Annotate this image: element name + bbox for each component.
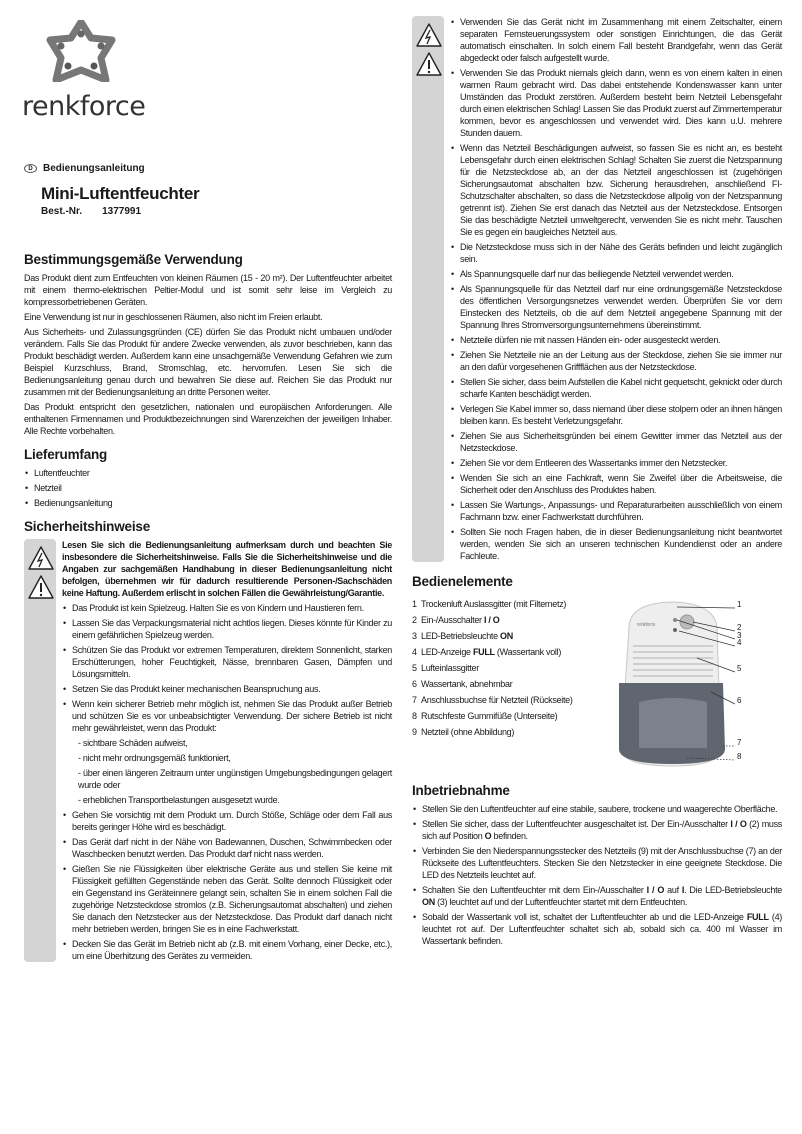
safety-item-text: Lassen Sie Wartungs-, Anpassungs- und Reparaturarbeiten ausschließlich von einem Fachmann bzw. einer Fachwerkstatt durchführen. xyxy=(460,500,782,522)
left-column xyxy=(24,244,392,965)
startup-step xyxy=(412,818,782,842)
safety-item-text: Stellen Sie sicher, dass beim Aufstellen die Kabel nicht gequetscht, geknickt oder durch scharfe Kanten beschädigt werden. xyxy=(460,377,782,399)
control-label xyxy=(421,694,573,706)
warning-icon xyxy=(415,51,443,80)
callout-number: 5 xyxy=(737,664,742,673)
safety-sublist xyxy=(72,737,392,806)
safety-item-text: Ziehen Sie vor dem Entleeren des Wassertanks immer den Netzstecker. xyxy=(460,458,728,468)
electric-hazard-icon xyxy=(27,545,55,574)
callout-number: 3 xyxy=(737,631,742,640)
control-label xyxy=(421,726,514,738)
text-segment: Sobald der Wassertank voll ist, schaltet der Luftentfeuchter ab und die LED-Anzeige xyxy=(422,912,747,922)
text-segment: Schalten Sie den Luftentfeuchter mit dem Ein-/Ausschalter xyxy=(422,885,647,895)
scope-heading: Lieferumfang xyxy=(24,447,108,462)
controls-section xyxy=(412,598,782,773)
text-segment: (2) muss sich auf Position xyxy=(422,819,782,841)
safety-item xyxy=(450,241,782,265)
intended-use-paragraph: Aus Sicherheits- und Zulassungsgründen (CE) dürfen Sie das Produkt nicht umbauen und/oder verändern. Falls Sie das Produkt für andere Zwecke verwenden, als zuvor beschrieben, kann das Produkt beschädigt werden. Außerdem kann eine unsachgemäße Verwendung Gefahren wie zum Beispiel Kurzschluss, Brand, Stromschlag, etc. hervorrufen. Lesen Sie sich die Bedienungsanleitung genau durch und bewahren Sie diese auf. Reichen Sie das Produkt nur zusammen mit der Bedienungsanleitung an dritte Personen weiter. xyxy=(24,327,392,397)
safety-item xyxy=(62,683,392,695)
control-label xyxy=(421,598,566,610)
safety-item xyxy=(450,472,782,496)
text-segment: befinden. xyxy=(491,831,528,841)
safety-item xyxy=(450,67,782,139)
right-column xyxy=(412,16,782,950)
controls-list xyxy=(412,598,602,742)
callout-number: 1 xyxy=(737,600,742,609)
safety-item-text: Wenn kein sicherer Betrieb mehr möglich ist, nehmen Sie das Produkt außer Betrieb und schützen Sie es vor unbeabsichtigter Verwendung. Der sichere Betrieb ist nicht mehr gewährleistet, wenn das Produkt: xyxy=(72,699,392,733)
control-item xyxy=(412,614,602,626)
control-label xyxy=(421,662,479,674)
safety-item-text: Schützen Sie das Produkt vor extremen Temperaturen, direktem Sonnenlicht, starken Erschütterungen, hoher Feuchtigkeit, Nässe, brennbaren Gasen, Dämpfen und Lösungsmitteln. xyxy=(72,645,392,679)
text-segment: Rutschfeste Gummifüße (Unterseite) xyxy=(421,711,558,721)
brand-name: renkforce xyxy=(22,91,146,122)
controls-heading: Bedienelemente xyxy=(412,574,513,589)
text-segment: I / O xyxy=(483,615,500,625)
safety-list-continued xyxy=(450,16,782,562)
intended-use-paragraph: Das Produkt dient zum Entfeuchten von kleinen Räumen (15 - 20 m²). Der Luftentfeuchter arbeitet mit einem thermo-elektrischen Peltier-Modul und ist somit sehr leise im Vergleich zu kompressorbetriebenen Geräten. xyxy=(24,273,392,307)
callout-number: 8 xyxy=(737,752,742,761)
safety-item xyxy=(62,836,392,860)
hazard-icons xyxy=(27,545,55,603)
control-item xyxy=(412,726,602,738)
safety-item-text: Wenden Sie sich an eine Fachkraft, wenn Sie Zweifel über die Arbeitsweise, die Sicherheit oder den Anschluss des Produktes haben. xyxy=(460,473,782,495)
control-item xyxy=(412,694,602,706)
safety-item xyxy=(450,142,782,238)
control-label xyxy=(421,678,512,690)
safety-item xyxy=(450,349,782,373)
text-segment: auf xyxy=(664,885,682,895)
safety-item-text: Das Gerät darf nicht in der Nähe von Badewannen, Duschen, Schwimmbecken oder Waschbecken benutzt werden. Das Produkt darf nicht nass werden. xyxy=(72,837,392,859)
control-item xyxy=(412,630,602,642)
safety-item-text: Gießen Sie nie Flüssigkeiten über elektrische Geräte aus und stellen Sie keine mit Flüssigkeit gefüllten Gegenstände neben das Gerät. Sollte dennoch Flüssigkeit oder ein Gegenstand ins Geräteinnere gelangt sein, schalten Sie in einem solchen Fall die zugehörige Netzsteckdose stromlos (z.B. Sicherungsautomat abschalten) und ziehen Sie danach den Netzstecker aus der Netzsteckdose. Das Produkt darf danach nicht mehr betrieben werden, bringen Sie es in eine Fachwerkstatt. xyxy=(72,864,392,934)
control-label xyxy=(421,646,561,658)
text-segment: ON xyxy=(500,631,513,641)
text-segment: Verbinden Sie den Niederspannungsstecker des Netzteils (9) mit der Anschlussbuchse (7) an der Rückseite des Luftentfeuchters. Stecken Sie den Netzstecker in eine geeignete Steckdose. Die LED des Netzteils leuchtet auf. xyxy=(422,846,782,880)
safety-intro: Lesen Sie sich die Bedienungsanleitung aufmerksam durch und beachten Sie insbesondere die Sicherheitshinweise. Falls Sie die Sicherheitshinweise und die Angaben zur sachgemäßen Handhabung in dieser Bedienungsanleitung nicht befolgen, übernehmen wir für dadurch resultierende Personen-/Sachschäden keine Haftung. Außerdem erlischt in solchen Fällen die Gewährleistung/Garantie. xyxy=(62,540,392,598)
text-segment: (Wassertank voll) xyxy=(494,647,562,657)
control-item xyxy=(412,646,602,658)
device-brand-label: renkforce xyxy=(637,622,656,628)
scope-list xyxy=(24,467,392,509)
safety-sidebar xyxy=(412,16,444,562)
renkforce-logo xyxy=(22,20,162,122)
safety-box-continued xyxy=(412,16,782,562)
hazard-icons xyxy=(415,22,443,80)
safety-item xyxy=(62,698,392,806)
control-label xyxy=(421,630,513,642)
control-number: 7 xyxy=(412,695,417,705)
control-number: 1 xyxy=(412,599,417,609)
safety-item-text: Setzen Sie das Produkt keiner mechanischen Beanspruchung aus. xyxy=(72,684,321,694)
safety-item xyxy=(62,938,392,962)
text-segment: I xyxy=(681,885,685,895)
control-number: 8 xyxy=(412,711,417,721)
safety-list xyxy=(62,602,392,962)
safety-item xyxy=(62,644,392,680)
scope-item: • Bedienungsanleitung xyxy=(24,497,392,509)
control-number: 3 xyxy=(412,631,417,641)
safety-item xyxy=(62,617,392,641)
safety-item xyxy=(450,403,782,427)
intended-use-paragraph: Das Produkt entspricht den gesetzlichen, nationalen und europäischen Anforderungen. Alle enthaltenen Firmennamen und Produktbezeichnungen sind Warenzeichen der jeweiligen Inhaber. Alle Rechte vorbehalten. xyxy=(24,402,392,436)
safety-item xyxy=(450,283,782,331)
safety-item xyxy=(450,334,782,346)
text-segment: Stellen Sie den Luftentfeuchter auf eine stabile, saubere, trockene und waagerechte Oberfläche. xyxy=(422,804,778,814)
dehumidifier-image xyxy=(607,598,802,773)
safety-item xyxy=(62,863,392,935)
safety-item-text: Das Produkt ist kein Spielzeug. Halten Sie es von Kindern und Haustieren fern. xyxy=(72,603,364,613)
text-segment: FULL xyxy=(746,912,769,922)
text-segment: Lufteinlassgitter xyxy=(421,663,479,673)
intended-use-section xyxy=(24,272,392,437)
text-segment: . Die LED-Betriebsleuchte xyxy=(684,885,782,895)
startup-heading: Inbetriebnahme xyxy=(412,783,510,798)
text-segment: (3) leuchtet auf und der Luftentfeuchter startet mit dem Entfeuchten. xyxy=(434,897,688,907)
text-segment: Trockenluft Auslassgitter (mit Filternetz) xyxy=(421,599,567,609)
callout-number: 2 xyxy=(737,623,742,632)
safety-item xyxy=(450,430,782,454)
safety-item-text: Verwenden Sie das Gerät nicht im Zusammenhang mit einem Zeitschalter, einem separaten Fernsteuerungssystem oder sonstigen Einrichtungen, die das Gerät automatisch einschalten. In solch einem Fall besteht Brandgefahr, wenn das Gerät abgedeckt oder falsch aufgestellt wurde. xyxy=(460,17,782,63)
text-segment: (4) leuchtet rot auf. Der Luftentfeuchter schaltet sich ab, sobald sich ca. 400 ml Wasser im Wassertank befinden. xyxy=(422,912,782,946)
safety-subitem: - über einen längeren Zeitraum unter ungünstigen Umgebungsbedingungen gelagert wurde oder xyxy=(78,768,392,790)
safety-item-text: Ziehen Sie aus Sicherheitsgründen bei einem Gewitter immer das Netzteil aus der Netzsteckdose. xyxy=(460,431,782,453)
safety-item xyxy=(450,526,782,562)
safety-subitem: - nicht mehr ordnungsgemäß funktioniert, xyxy=(78,753,231,763)
text-segment: LED-Betriebsleuchte xyxy=(421,631,501,641)
logo-star-icon xyxy=(46,20,116,82)
document-type: Bedienungsanleitung xyxy=(43,163,145,174)
safety-box xyxy=(24,539,392,962)
safety-item xyxy=(450,376,782,400)
text-segment: Ein-/Ausschalter xyxy=(421,615,484,625)
control-item xyxy=(412,678,602,690)
scope-item: • Netzteil xyxy=(24,482,392,494)
safety-subitem: - erheblichen Transportbelastungen ausgesetzt wurde. xyxy=(78,795,280,805)
control-item xyxy=(412,710,602,722)
control-number: 4 xyxy=(412,647,417,657)
callout-number: 6 xyxy=(737,696,742,705)
startup-step xyxy=(412,911,782,947)
safety-item-text: Sollten Sie noch Fragen haben, die in dieser Bedienungsanleitung nicht beantwortet werden, wenden Sie sich an unseren technischen Kundendienst oder an andere Fachleute. xyxy=(460,527,782,561)
safety-item xyxy=(62,602,392,614)
safety-item xyxy=(450,499,782,523)
order-value: 1377991 xyxy=(102,206,142,217)
safety-item-text: Wenn das Netzteil Beschädigungen aufweist, so fassen Sie es nicht an, es besteht Lebensgefahr durch einen elektrischen Schlag! Schalten Sie zuerst die Netzspannung für die Netzsteckdose ab, an der das Netzteil angeschlossen ist (zugehörigen Sicherungsautomat abschalten bzw. Sicherung herausdrehen, anschließend FI-Schutzschalter abschalten, so dass die Netzsteckdose allpolig von der Netzspannung getrennt ist). Ziehen Sie erst danach das Netzteil aus der Netzsteckdose. Entsorgen Sie das beschädigte Netzteil umweltgerecht, verwenden Sie es nicht mehr. Tauschen Sie es gegen ein baugleiches Netzteil aus. xyxy=(460,143,782,237)
order-label: Best.-Nr. xyxy=(41,206,83,217)
safety-heading: Sicherheitshinweise xyxy=(24,519,150,534)
electric-hazard-icon xyxy=(415,22,443,51)
text-segment: O xyxy=(484,831,492,841)
safety-item xyxy=(62,809,392,833)
control-label xyxy=(421,710,557,722)
text-segment: I / O xyxy=(730,819,747,829)
warning-icon xyxy=(27,574,55,603)
callout-number: 7 xyxy=(737,738,742,747)
safety-item-text: Die Netzsteckdose muss sich in der Nähe des Geräts befinden und leicht zugänglich sein. xyxy=(460,242,782,264)
control-item xyxy=(412,598,602,610)
control-number: 5 xyxy=(412,663,417,673)
order-number xyxy=(41,206,199,217)
language-de-icon: D xyxy=(24,164,37,173)
text-segment: Stellen Sie sicher, dass der Luftentfeuchter ausgeschaltet ist. Der Ein-/Ausschalter xyxy=(422,819,731,829)
safety-item-text: Als Spannungsquelle darf nur das beiliegende Netzteil verwendet werden. xyxy=(460,269,734,279)
callout-number: 4 xyxy=(737,638,742,647)
safety-item-text: Verlegen Sie Kabel immer so, dass niemand über diese stolpern oder an ihnen hängen bleiben kann. Es besteht Verletzungsgefahr. xyxy=(460,404,782,426)
startup-step xyxy=(412,803,782,815)
text-segment: Wassertank, abnehmbar xyxy=(421,679,513,689)
safety-item-text: Ziehen Sie Netzteile nie an der Leitung aus der Steckdose, ziehen Sie sie immer nur an den dafür vorgesehenen Griffflächen aus der Netzsteckdose. xyxy=(460,350,782,372)
safety-item-text: Netzteile dürfen nie mit nassen Händen ein- oder ausgesteckt werden. xyxy=(460,335,721,345)
intended-use-paragraph: Eine Verwendung ist nur in geschlossenen Räumen, also nicht im Freien erlaubt. xyxy=(24,312,323,322)
safety-item-text: Decken Sie das Gerät im Betrieb nicht ab (z.B. mit einem Vorhang, einer Decke, etc.), um eine Überhitzung des Gerätes zu vermeiden. xyxy=(72,939,392,961)
control-number: 2 xyxy=(412,615,417,625)
safety-item-text: Als Spannungsquelle für das Netzteil darf nur eine ordnungsgemäße Netzsteckdose des öffentlichen Versorgungsnetzes verwendet werden. Überprüfen Sie vor dem Einstecken des Netzteils, ob die auf dem Netzteil angegebene Spannung mit der Spannung Ihres Stromversorgungsunternehmens übereinstimmt. xyxy=(460,284,782,330)
startup-step xyxy=(412,845,782,881)
control-item xyxy=(412,662,602,674)
startup-list xyxy=(412,803,782,947)
device-illustration xyxy=(607,598,782,773)
document-header xyxy=(24,163,199,217)
text-segment: ON xyxy=(422,897,435,907)
text-segment: FULL xyxy=(472,647,495,657)
text-segment: Anschlussbuchse für Netzteil (Rückseite) xyxy=(421,695,573,705)
scope-item: • Luftentfeuchter xyxy=(24,467,392,479)
text-segment: I / O xyxy=(646,885,665,895)
safety-subitem: - sichtbare Schäden aufweist, xyxy=(78,738,188,748)
text-segment: LED-Anzeige xyxy=(421,647,473,657)
safety-item-text: Gehen Sie vorsichtig mit dem Produkt um. Durch Stöße, Schläge oder dem Fall aus bereits geringer Höhe wird es beschädigt. xyxy=(72,810,392,832)
text-segment: Netzteil (ohne Abbildung) xyxy=(421,727,515,737)
startup-step xyxy=(412,884,782,908)
safety-item xyxy=(450,268,782,280)
control-label xyxy=(421,614,499,626)
control-number: 9 xyxy=(412,727,417,737)
safety-item xyxy=(450,16,782,64)
safety-item-text: Lassen Sie das Verpackungsmaterial nicht achtlos liegen. Dieses könnte für Kinder zu einem gefährlichen Spielzeug werden. xyxy=(72,618,392,640)
page-title: Mini-Luftentfeuchter xyxy=(41,184,200,203)
intended-use-heading: Bestimmungsgemäße Verwendung xyxy=(24,252,243,267)
safety-item-text: Verwenden Sie das Produkt niemals gleich dann, wenn es von einem kalten in einen warmen Raum gebracht wird. Das dabei entstehende Kondenswasser kann unter Umständen das Produkt zerstören. Außerdem besteht beim Netzteil Lebensgefahr durch einen elektrischen Schlag! Lassen Sie das Produkt zuerst auf Zimmertemperatur kommen, bevor es angeschlossen und verwendet wird. Dies kann u.U. mehrere Stunden dauern. xyxy=(460,68,782,138)
control-number: 6 xyxy=(412,679,417,689)
safety-item xyxy=(450,457,782,469)
